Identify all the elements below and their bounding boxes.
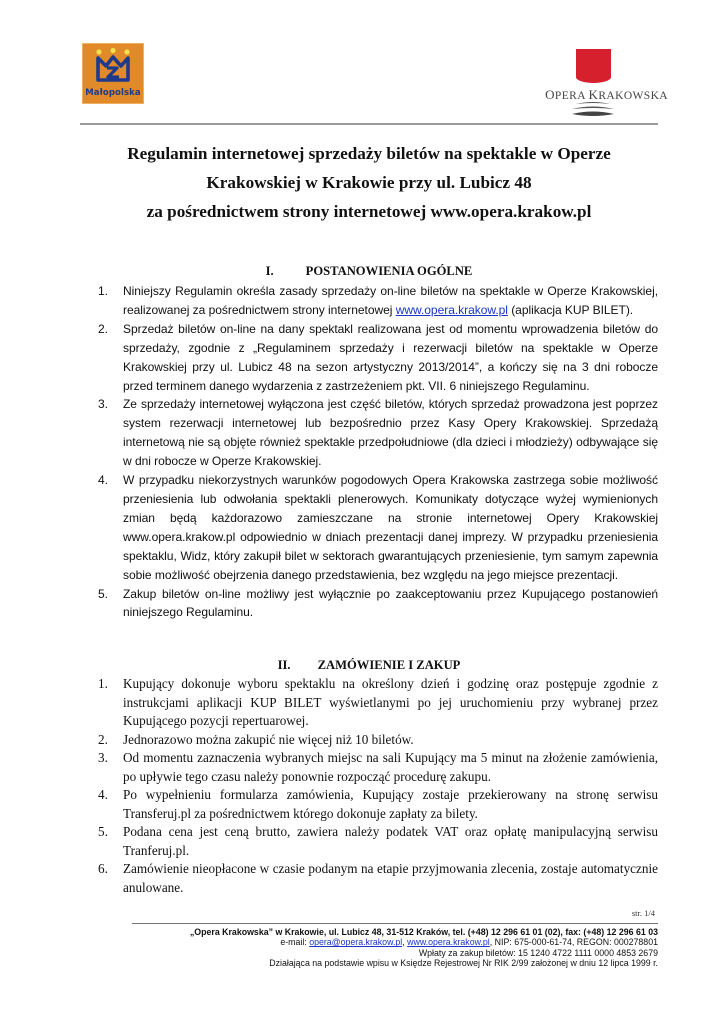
opera-krakowska-logo <box>545 49 668 121</box>
footer-website-link[interactable]: www.opera.krakow.pl <box>407 937 490 948</box>
section-2-list <box>98 675 658 897</box>
title-line-1: Regulamin internetowej sprzedaży biletów na spektakle w Operze <box>127 144 611 163</box>
footer-registry: Działająca na podstawie wpisu w Księdze Rejestrowej Nr RIK 2/99 założonej w dniu 12 lipca 1999 r. <box>269 958 658 969</box>
list-item: 6. Zamówienie nieopłacone w czasie podanym na etapie przyjmowania zlecenia, zostaje automatycznie anulowane. <box>98 861 658 895</box>
title-line-3: za pośrednictwem strony internetowej www.opera.krakow.pl <box>146 202 592 221</box>
header-divider <box>80 123 658 125</box>
page-number: str. 1/4 <box>631 908 655 918</box>
opera-waves-icon <box>568 101 618 119</box>
list-item: 3. Od momentu zaznaczenia wybranych miejsc na sali Kupujący ma 5 minut na złożenie zamówienia, po upływie tego czasu należy ponownie rozpocząć procedurę zakupu. <box>98 750 658 784</box>
list-item: 4. Po wypełnieniu formularza zamówienia, Kupujący zostaje przekierowany na stronę serwisu Transferuj.pl za pośrednictwem którego dokonuje zapłaty za bilety. <box>98 787 658 821</box>
website-link[interactable]: www.opera.krakow.pl <box>395 302 508 317</box>
list-item: 3. Ze sprzedaży internetowej wyłączona jest część biletów, których sprzedaż prowadzona jest poprzez system rezerwacji internetowej lub bezpośrednio przez Kasy Opery Krakowskiej. Sprzedażą internetową nie są objęte również spektakle przedpołudniowe (dla dzieci i młodzieży) odbywające się w dni robocze w Operze Krakowskiej. <box>98 397 658 469</box>
section-heading-1 <box>80 264 658 279</box>
section-title: ZAMÓWIENIE I ZAKUP <box>317 658 461 672</box>
list-item: 1. Kupujący dokonuje wyboru spektaklu na określony dzień i godzinę oraz postępuje zgodnie z instrukcjami aplikacji KUP BILET wyświetlanymi po jej uruchomieniu przy wybranej przez Kupującego pozycji repertuarowej. <box>98 676 658 728</box>
title-line-2: Krakowskiej w Krakowie przy ul. Lubicz 48 <box>206 173 532 192</box>
list-item: 5. Podana cena jest ceną brutto, zawiera należy podatek VAT oraz opłatę manipulacyjną serwisu Tranferuj.pl. <box>98 824 658 858</box>
section-number: I. <box>265 264 274 278</box>
footer-contact: e-mail: opera@opera.krakow.pl, www.opera.krakow.pl, NIP: 675-000-61-74, REGON: 000278801 <box>280 937 658 948</box>
opera-logo-label: OPERA KRAKOWSKA <box>545 87 668 102</box>
section-number: II. <box>277 658 291 672</box>
opera-curtain-icon <box>576 49 611 83</box>
malopolska-logo <box>82 43 144 104</box>
list-item: 5. Zakup biletów on-line możliwy jest wyłącznie po zaakceptowaniu przez Kupującego postanowień niniejszego Regulaminu. <box>98 586 658 620</box>
footer <box>100 927 658 969</box>
list-item: 2. Jednorazowo można zakupić nie więcej niż 10 biletów. <box>98 731 414 747</box>
section-1-list <box>98 282 658 622</box>
list-item: 2. Sprzedaż biletów on-line na dany spektakl realizowana jest od momentu wprowadzenia biletów do sprzedaży, zgodnie z „Regulaminem sprzedaży i rezerwacji biletów na spektakle w Operze Krakowskiej przy ul. Lubicz 48 na sezon artystyczny 2013/2014”, a kończy się na 3 dni robocze przed terminem danego wydarzenia z zastrzeżeniem pkt. VII. 6 niniejszego Regulaminu. <box>98 321 658 393</box>
list-item: 4. W przypadku niekorzystnych warunków pogodowych Opera Krakowska zastrzega sobie możliwość przeniesienia lub odwołania spektakli plenerowych. Komunikaty dotyczące wyżej wymienionych zmian będą każdorazowo zamieszczane na stronie internetowej Opery Krakowskiej www.opera.krakow.pl odpowiednio w dniach prezentacji danej imprezy. W przypadku przeniesienia spektaklu, Widz, który zakupił bilet w sektorach gwarantujących przeniesienie, tym samym zapewnia sobie możliwość obejrzenia danego przedstawienia, bez względu na jego miejsce prezentacji. <box>98 473 658 582</box>
malopolska-label: Małopolska <box>85 88 141 98</box>
footer-bank-account: Wpłaty za zakup biletów: 15 1240 4722 1111 0000 4853 2679 <box>418 947 658 958</box>
footer-divider <box>132 923 658 924</box>
document-title <box>80 139 658 226</box>
section-heading-2 <box>80 658 658 673</box>
list-item: 1. Niniejszy Regulamin określa zasady sprzedaży on-line biletów na spektakle w Operze Krakowskiej, realizowanej za pośrednictwem strony internetowej www.opera.krakow.pl (aplikacja KUP BILET). <box>98 284 658 317</box>
footer-address: „Opera Krakowska” w Krakowie, ul. Lubicz 48, 31-512 Kraków, tel. (+48) 12 296 61 01 (02), fax: (+48) 12 296 61 03 <box>189 927 658 937</box>
section-title: POSTANOWIENIA OGÓLNE <box>305 264 473 278</box>
email-link[interactable]: opera@opera.krakow.pl <box>309 937 403 948</box>
